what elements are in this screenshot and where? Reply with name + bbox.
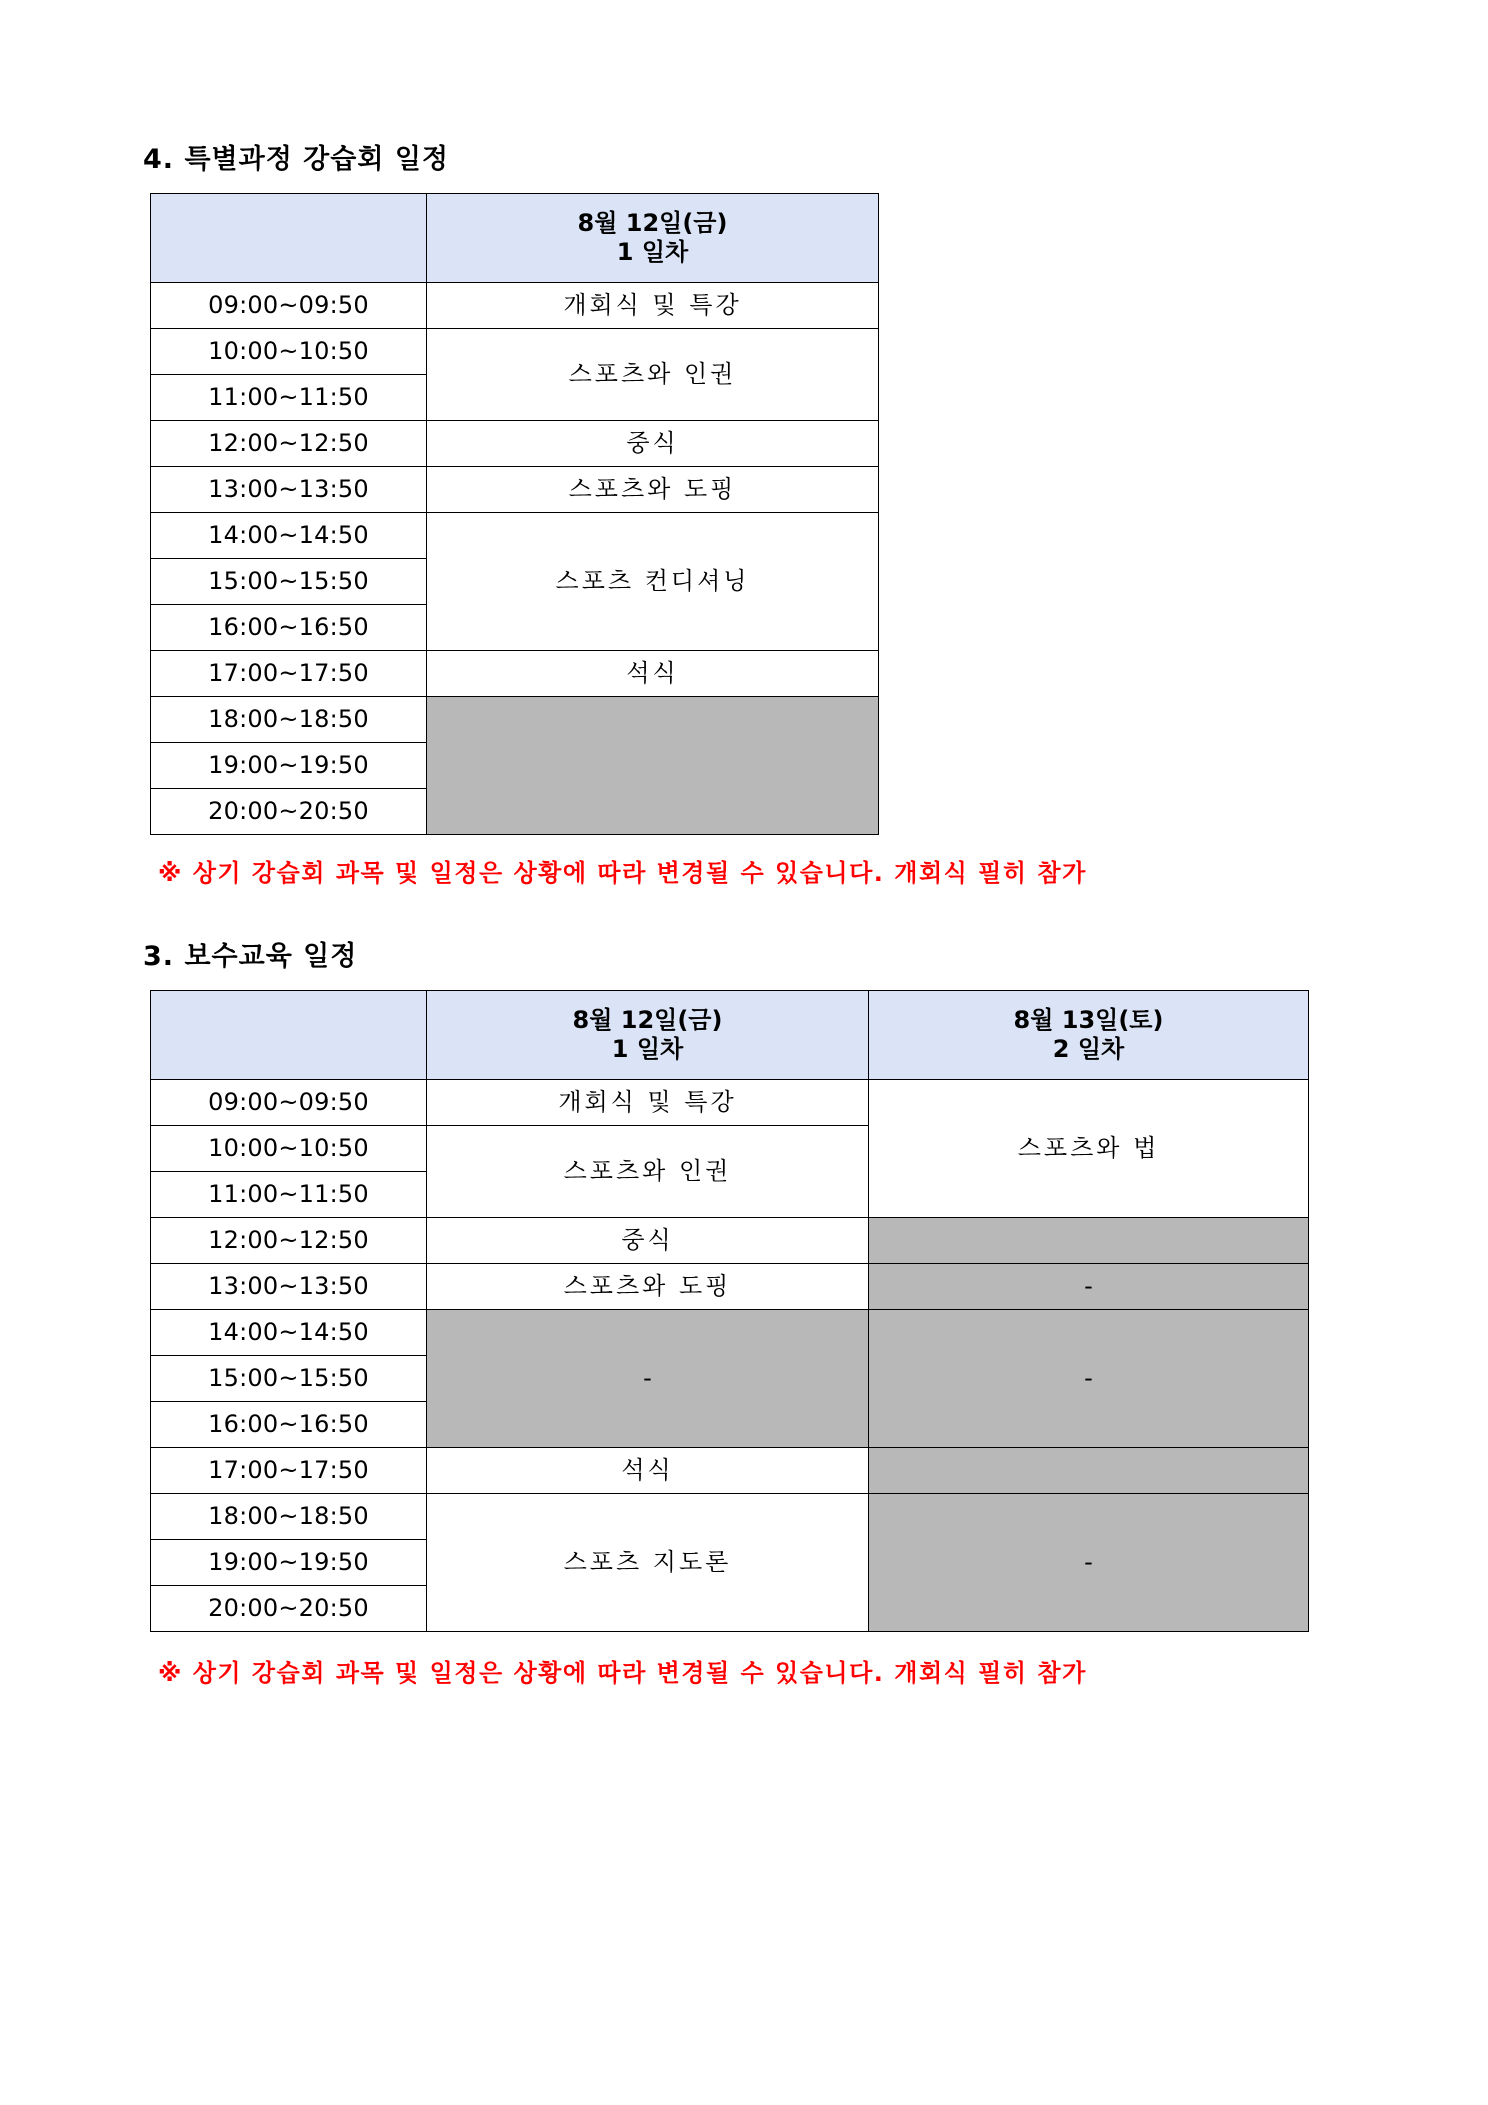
time-cell: 19:00~19:50 [151, 743, 427, 789]
day1-header [427, 991, 869, 1080]
time-cell: 17:00~17:50 [151, 1448, 427, 1494]
session-human-rights: 스포츠와 인권 [427, 1126, 869, 1218]
time-cell: 18:00~18:50 [151, 697, 427, 743]
time-cell: 11:00~11:50 [151, 375, 427, 421]
time-cell: 19:00~19:50 [151, 1540, 427, 1586]
day1-date: 8월 12일(금) [577, 209, 728, 238]
time-cell: 17:00~17:50 [151, 651, 427, 697]
table-corner-cell [151, 194, 427, 283]
day2-header [869, 991, 1309, 1080]
time-cell: 16:00~16:50 [151, 1402, 427, 1448]
session-doping: 스포츠와 도핑 [427, 467, 879, 513]
session-sports-law: 스포츠와 법 [869, 1080, 1309, 1218]
time-cell: 10:00~10:50 [151, 329, 427, 375]
time-cell: 14:00~14:50 [151, 1310, 427, 1356]
session-conditioning: 스포츠 컨디셔닝 [427, 513, 879, 651]
session-coaching-theory: 스포츠 지도론 [427, 1494, 869, 1632]
section4-title: 4. 특별과정 강습회 일정 [143, 144, 449, 175]
time-cell: 20:00~20:50 [151, 789, 427, 835]
session-opening: 개회식 및 특강 [427, 1080, 869, 1126]
time-cell: 09:00~09:50 [151, 283, 427, 329]
session-doping: 스포츠와 도핑 [427, 1264, 869, 1310]
time-cell: 11:00~11:50 [151, 1172, 427, 1218]
time-cell: 18:00~18:50 [151, 1494, 427, 1540]
schedule-change-notice: ※ 상기 강습회 과목 및 일정은 상황에 따라 변경될 수 있습니다. 개회식 필히 참가 [158, 1659, 1087, 1687]
section3-title: 3. 보수교육 일정 [143, 941, 358, 972]
empty-gray-cell: - [427, 1310, 869, 1448]
session-opening: 개회식 및 특강 [427, 283, 879, 329]
schedule-change-notice: ※ 상기 강습회 과목 및 일정은 상황에 따라 변경될 수 있습니다. 개회식 필히 참가 [158, 859, 1087, 887]
session-dinner: 석식 [427, 651, 879, 697]
empty-gray-cell [869, 1218, 1309, 1264]
time-cell: 15:00~15:50 [151, 559, 427, 605]
time-cell: 09:00~09:50 [151, 1080, 427, 1126]
session-dinner: 석식 [427, 1448, 869, 1494]
empty-gray-cell: - [869, 1310, 1309, 1448]
time-cell: 10:00~10:50 [151, 1126, 427, 1172]
table-corner-cell [151, 991, 427, 1080]
day1-label: 1 일차 [611, 1035, 684, 1063]
session-lunch: 중식 [427, 421, 879, 467]
refresher-education-schedule-table [150, 990, 1309, 1632]
time-cell: 13:00~13:50 [151, 467, 427, 513]
time-cell: 14:00~14:50 [151, 513, 427, 559]
day1-date: 8월 12일(금) [572, 1006, 723, 1035]
time-cell: 15:00~15:50 [151, 1356, 427, 1402]
special-course-schedule-table [150, 193, 879, 835]
day1-header [427, 194, 879, 283]
time-cell: 16:00~16:50 [151, 605, 427, 651]
time-cell: 12:00~12:50 [151, 1218, 427, 1264]
time-cell: 12:00~12:50 [151, 421, 427, 467]
empty-gray-cell: - [869, 1264, 1309, 1310]
empty-gray-cell: - [869, 1494, 1309, 1632]
session-lunch: 중식 [427, 1218, 869, 1264]
day2-date: 8월 13일(토) [1013, 1006, 1164, 1035]
empty-gray-cell [427, 697, 879, 835]
time-cell: 20:00~20:50 [151, 1586, 427, 1632]
day1-label: 1 일차 [616, 238, 689, 266]
session-human-rights: 스포츠와 인권 [427, 329, 879, 421]
day2-label: 2 일차 [1052, 1035, 1125, 1063]
empty-gray-cell [869, 1448, 1309, 1494]
time-cell: 13:00~13:50 [151, 1264, 427, 1310]
